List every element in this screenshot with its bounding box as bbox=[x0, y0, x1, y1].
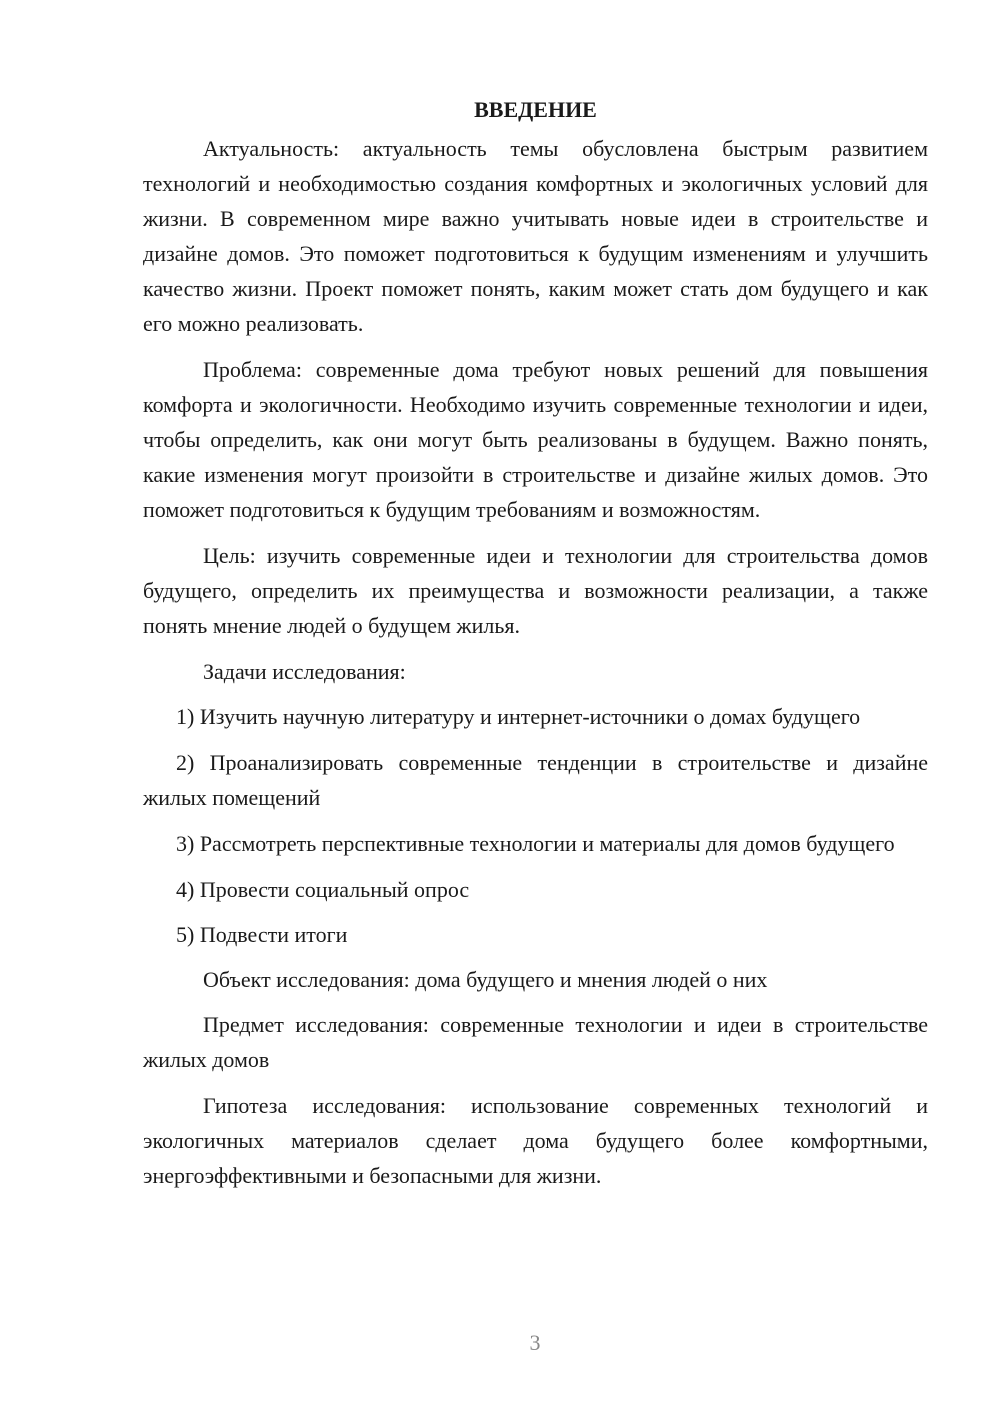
goal-paragraph: Цель: изучить современные идеи и технологии для строительства домов будущего, определить их преимущества и возможности реализации, а также понять мнение людей о будущем жилья. bbox=[143, 543, 928, 638]
task-item-3: 3) Рассмотреть перспективные технологии и материалы для домов будущего bbox=[176, 831, 895, 856]
subject-paragraph: Предмет исследования: современные технологии и идеи в строительстве жилых домов bbox=[143, 1012, 928, 1072]
problem-paragraph: Проблема: современные дома требуют новых решений для повышения комфорта и экологичности. Необходимо изучить современные технологии и идеи, чтобы определить, как они могут быть реализованы в будущем. Важно понять, какие изменения могут произойти в строительстве и дизайне жилых домов. Это поможет подготовиться к будущим требованиям и возможностям. bbox=[143, 357, 928, 522]
task-item-1: 1) Изучить научную литературу и интернет-источники о домах будущего bbox=[176, 704, 861, 729]
relevance-paragraph: Актуальность: актуальность темы обусловлена быстрым развитием технологий и необходимостью создания комфортных и экологичных условий для жизни. В современном мире важно учитывать новые идеи в строительстве и дизайне домов. Это поможет подготовиться к будущим изменениям и улучшить качество жизни. Проект поможет понять, каким может стать дом будущего и как его можно реализовать. bbox=[143, 136, 928, 336]
task-item-2: 2) Проанализировать современные тенденции в строительстве и дизайне жилых помещений bbox=[143, 750, 928, 810]
task-item-4: 4) Провести социальный опрос bbox=[176, 877, 470, 902]
document-page bbox=[143, 92, 928, 1204]
section-title: ВВЕДЕНИЕ bbox=[474, 97, 597, 122]
tasks-heading: Задачи исследования: bbox=[203, 659, 406, 684]
page-number: 3 bbox=[529, 1330, 541, 1355]
object-paragraph: Объект исследования: дома будущего и мнения людей о них bbox=[203, 967, 768, 992]
hypothesis-paragraph: Гипотеза исследования: использование современных технологий и экологичных материалов сделает дома будущего более комфортными, энергоэффективными и безопасными для жизни. bbox=[143, 1093, 928, 1188]
task-item-5: 5) Подвести итоги bbox=[176, 922, 348, 947]
